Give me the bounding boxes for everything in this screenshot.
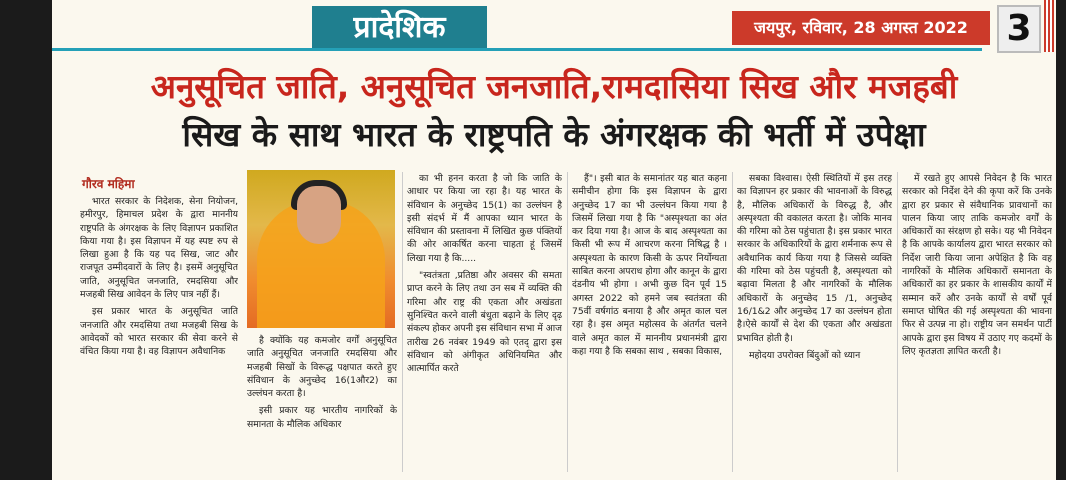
headline-line-2: सिख के साथ भारत के राष्ट्रपति के अंगरक्षक की भर्ती में उपेक्षा — [182, 115, 926, 154]
paragraph: में रखते हुए आपसे निवेदन है कि भारत सरकार को निर्देश देने की कृपा करें कि उनके द्वारा हर प्रकार से संवैधानिक प्रावधानों का पालन किया जाए ताकि कमजोर वर्गों के अधिकारों का संरक्षण हो सके। यह भी निवेदन है कि आपके कार्यालय द्वारा भारत सरकार को निर्देश जारी किया जाना अपेक्षित है कि वह नागरिकों के मौलिक अधिकारों समानता के अधिकारों का हर प्रकार के शासकीय कार्यों में सम्मान करें और उनके कार्यों से वर्षों पूर्व समाप्त घोषित की गई अस्पृश्यता की भावना फिर से उत्पन्न ना हो। राष्ट्रीय जन समर्थन पार्टी आपके द्वारा इस विषय में उठाए गए कदमों के लिए कृतज्ञता ज्ञापित करती है। — [902, 173, 1052, 357]
page-number: 3 — [997, 5, 1041, 53]
paragraph: महोदया उपरोक्त बिंदुओं को ध्यान — [749, 349, 861, 361]
author-byline: गौरव महिमा — [82, 177, 135, 191]
article-column-6 — [902, 172, 1052, 480]
paragraph: भारत सरकार के निदेशक, सेना नियोजन, हमीरपुर, हिमाचल प्रदेश के द्वारा माननीय राष्ट्रपति के अंगरक्षक के लिए विज्ञापन प्रकाशित किया गया है। इस विज्ञापन में यह स्पष्ट रुप से लिखा हुआ है कि यह पद सिख, जाट और राजपूत उम्मीदवारों के लिए है। इसमें अनुसूचित जाति, अनुसूचित जनजाति, रमदसिया और मजहबी सिख आवेदन के लिए पात्र नहीं हैं। — [80, 196, 238, 301]
author-photo — [247, 170, 395, 328]
dateline: जयपुर, रविवार, 28 अगस्त 2022 — [732, 11, 990, 45]
paragraph: "स्वतंत्रता ,प्रतिष्ठा और अवसर की समता प्राप्त करने के लिए तथा उन सब में व्यक्ति की गरिमा और राष्ट्र की एकता और अखंडता सुनिश्चित करने वाली बंधुता बढ़ाने के लिए दृढ़ संकल्प होकर अपनी इस संविधान सभा में आज तारीख 26 नवंबर 1949 को एतद् द्वारा इस संविधान को अंगीकृत अधिनियमित और आत्मार्पित करते — [407, 270, 562, 375]
masthead-rule — [52, 48, 982, 51]
column-divider — [402, 172, 403, 472]
column-divider — [897, 172, 898, 472]
paragraph: इस प्रकार भारत के अनुसूचित जाति जनजाति और रमदसिया तथा मजहबी सिख के आवेदकों को भारत सरकार की सेवा करने से वंचित किया गया है। वह विज्ञापन अवैधानिक — [80, 306, 238, 358]
article-column-4 — [572, 172, 727, 480]
paragraph: है क्योंकि यह कमजोर वर्गों अनुसूचित जाति अनुसूचित जनजाति रमदसिया और मजहबी सिखों के विरूद्ध पक्षपात करते हुए संविधान के अनुच्छेद 16(1और2) का उल्लंघन करता है। — [247, 335, 397, 400]
paragraph: हैं"। इसी बात के समानांतर यह बात कहना समीचीन होगा कि इस विज्ञापन के द्वारा अनुच्छेद 17 का भी उल्लंघन किया गया है जिसमें लिखा गया है कि "अस्पृश्यता का अंत कर दिया गया है। आज के बाद अस्पृश्यता का किसी भी रूप में आचरण करना निषिद्ध है । अस्पृश्यता के कारण किसी के ऊपर निर्योग्यता साबित करना अपराध होगा और कानून के द्वारा दंडनीय भी होगा । अभी कुछ दिन पूर्व 15 अगस्त 2022 को हमने जब स्वतंत्रता की 75वीं वर्षगांठ बनाया है और अमृत काल चल रहा है। इस अमृत महोत्सव के अंतर्गत चलने वाले अमृत काल में माननीय प्रधानमंत्री द्वारा कहा गया है कि सबका साथ , सबका विकास, — [572, 173, 727, 357]
paragraph: सबका विश्वास। ऐसी स्थितियों में इस तरह का विज्ञापन हर प्रकार की भावनाओं के विरुद्ध है, मौलिक अधिकारों के विरुद्ध है, और अस्पृश्यता की वकालत करता है। जोकि मानव की गरिमा को ठेस पहुंचाता है। इस प्रकार भारत सरकार के अधिकारियों के द्वारा शर्मनाक रूप से अवैधानिक कार्य किया गया है जिससे व्यक्ति की गरिमा को ठेस पहुंचती है, अस्पृश्यता को बढ़ावा मिलता है और नागरिकों के मौलिक अधिकारों के अनुच्छेद 15 /1, अनुच्छेद 16/1&2 और अनुच्छेद 17 का उल्लंघन होता है।ऐसे कार्यों से देश की एकता और अखंडता प्रभावित होती है। — [737, 173, 892, 344]
newspaper-page — [52, 0, 1056, 480]
decorative-stripes — [1044, 0, 1054, 52]
paragraph: इसी प्रकार यह भारतीय नागरिकों के समानता के मौलिक अधिकार — [247, 405, 397, 430]
column-divider — [732, 172, 733, 472]
column-divider — [567, 172, 568, 472]
article-column-1 — [80, 195, 238, 480]
article-column-2 — [247, 334, 397, 480]
article-column-3 — [407, 172, 562, 480]
photo-face — [297, 186, 341, 244]
article-column-5 — [737, 172, 892, 480]
paragraph: का भी हनन करता है जो कि जाति के आधार पर किया जा रहा है। यह भारत के संविधान के अनुच्छेद 15(1) का उल्लंघन है इसी संदर्भ में मैं आपका ध्यान भारत के संविधान की प्रस्तावना में लिखित कुछ पंक्तियों की ओर आकर्षित करना चाहता हूं जिसमें लिखा गया है कि..... — [407, 173, 562, 264]
headline-line-1: अनुसूचित जाति, अनुसूचित जनजाति,रामदासिया सिख और मजहबी — [150, 67, 958, 106]
masthead — [52, 0, 1056, 52]
section-title: प्रादेशिक — [312, 6, 487, 50]
